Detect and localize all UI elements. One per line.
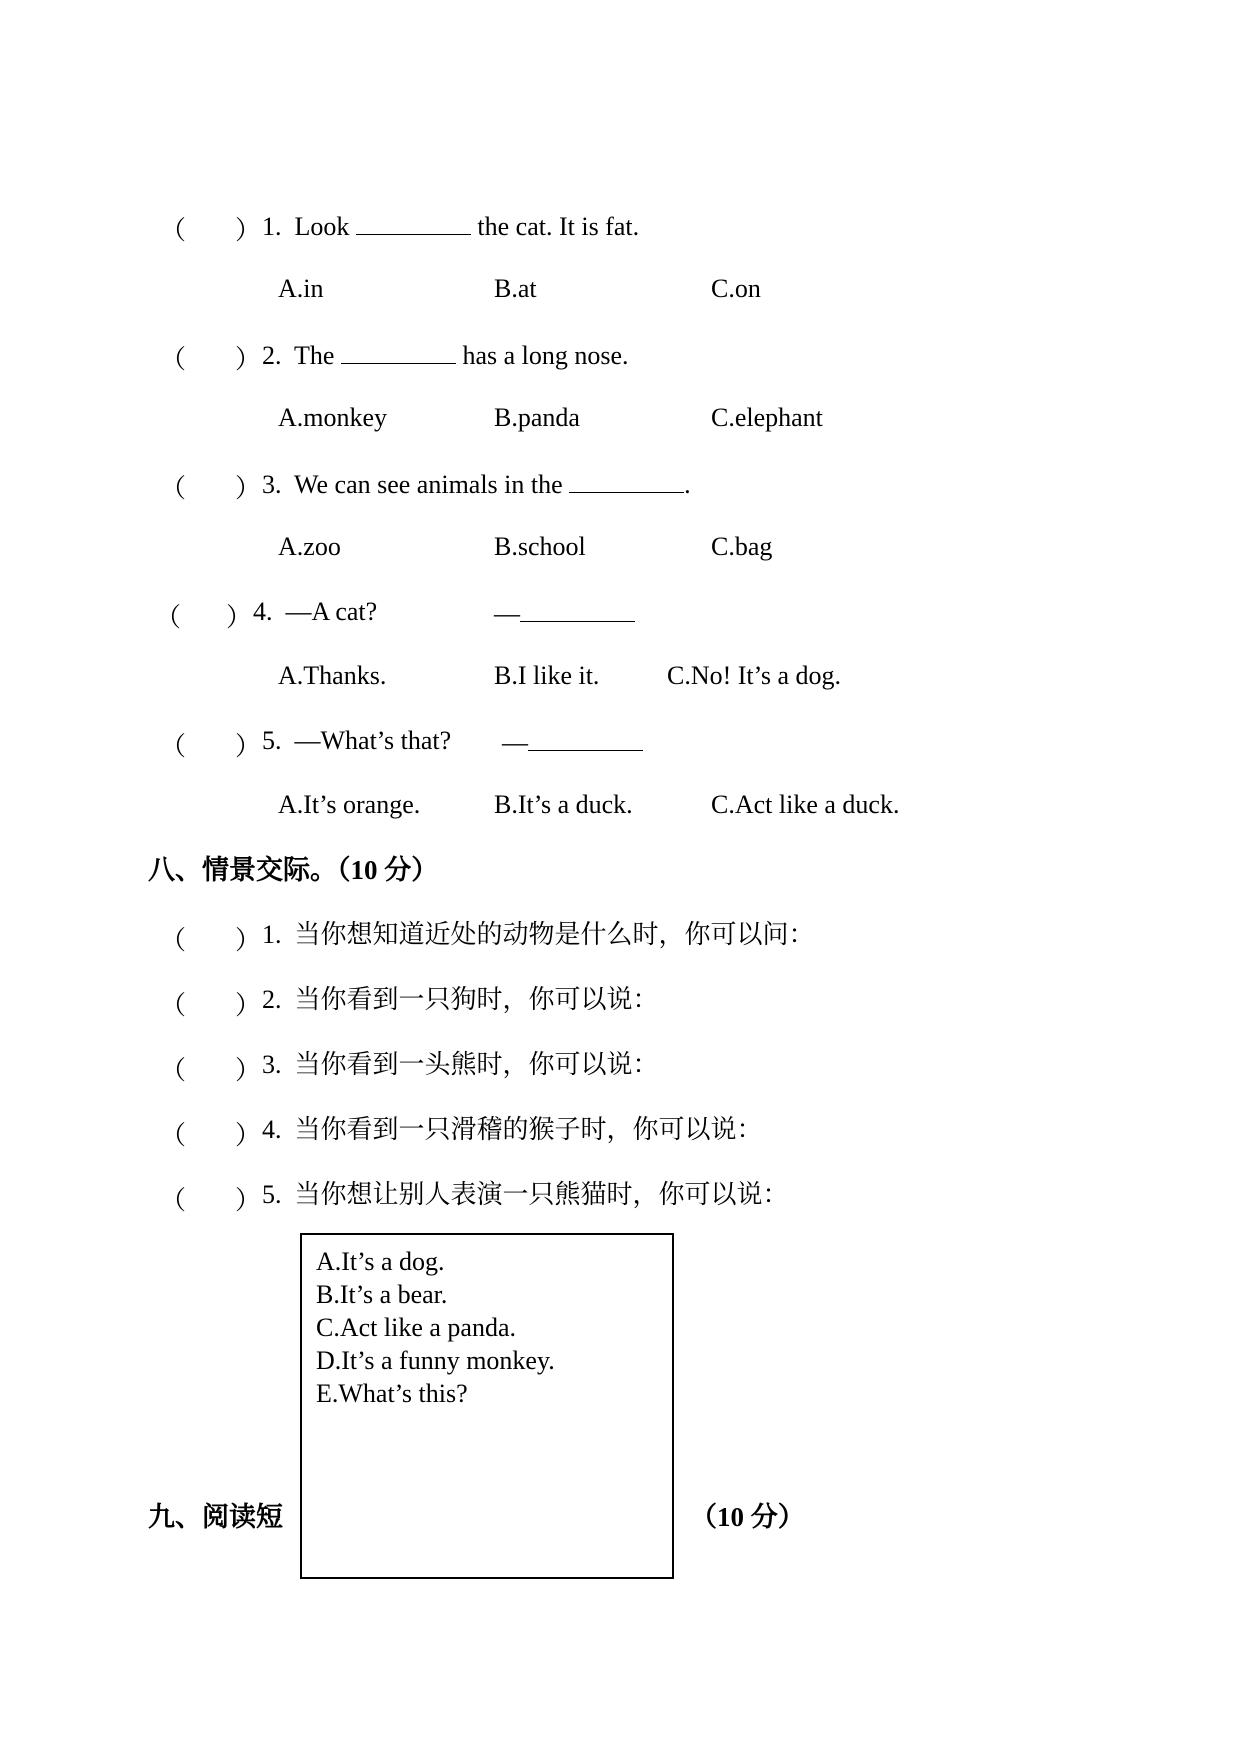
option-c: C.No! It’s a dog. (667, 661, 842, 690)
option-a: A.Thanks. (278, 661, 387, 690)
fill-blank[interactable] (341, 339, 456, 364)
question-text: —What’s that? (294, 726, 452, 755)
answer-paren-open: （ (160, 216, 187, 245)
dash: — (502, 728, 528, 757)
answer-paren-close: ） (235, 216, 262, 245)
answer-paren-close: ） (235, 732, 262, 761)
option-a: A.zoo (278, 532, 341, 561)
question-number: 2. (262, 985, 282, 1014)
answer-paren-open: （ (160, 732, 187, 761)
fill-blank[interactable] (528, 726, 643, 751)
answer-paren-open: （ (160, 345, 187, 374)
question-number: 1. (262, 920, 282, 949)
situation-4 (262, 1115, 763, 1145)
question-text: We can see animals in the (294, 470, 563, 499)
answer-paren-close: ） (235, 345, 262, 374)
option-b: B.school (494, 532, 586, 561)
section-9-heading: 九、阅读短 (148, 1502, 283, 1532)
box-option-b: B.It’s a bear. (316, 1280, 448, 1309)
option-b: B.I like it. (494, 661, 600, 690)
box-option-c: C.Act like a panda. (316, 1313, 516, 1342)
box-option-a: A.It’s a dog. (316, 1247, 445, 1276)
answer-paren-close: ） (226, 603, 253, 632)
question-text-tail: . (684, 470, 691, 499)
option-b: B.It’s a duck. (494, 790, 633, 819)
answer-paren-close: ） (235, 926, 262, 955)
situation-5 (262, 1180, 789, 1210)
question-text-tail: has a long nose. (455, 341, 629, 370)
dash: — (494, 599, 520, 628)
answer-paren-close: ） (235, 1186, 262, 1215)
answer-paren-open: （ (160, 474, 187, 503)
question-number: 4. (262, 1115, 282, 1144)
option-a: A.monkey (278, 403, 388, 432)
answer-paren-open: （ (155, 603, 182, 632)
fill-blank[interactable] (520, 597, 635, 622)
question-number: 3. (262, 1050, 282, 1079)
answer-line-5 (502, 726, 643, 758)
question-text: 当你想让别人表演一只熊猫时，你可以说： (294, 1180, 789, 1209)
question-text-tail: the cat. It is fat. (470, 212, 640, 241)
answer-paren-open: （ (160, 1056, 187, 1085)
question-3 (262, 468, 691, 500)
question-number: 2. (262, 341, 282, 370)
section-8-heading: 八、情景交际。（10 分） (148, 855, 439, 885)
question-text: 当你看到一只滑稽的猴子时，你可以说： (294, 1115, 763, 1144)
question-2 (262, 339, 629, 371)
question-text: 当你看到一只狗时，你可以说： (294, 985, 659, 1014)
answer-options-box (300, 1233, 674, 1579)
question-text: The (294, 341, 335, 370)
question-number: 4. (253, 597, 273, 626)
fill-blank[interactable] (569, 468, 684, 493)
answer-paren-close: ） (235, 1056, 262, 1085)
answer-paren-open: （ (160, 991, 187, 1020)
question-1 (262, 210, 639, 242)
answer-paren-open: （ (160, 1121, 187, 1150)
situation-2 (262, 985, 659, 1015)
question-number: 5. (262, 1180, 282, 1209)
question-number: 3. (262, 470, 282, 499)
answer-line-4 (494, 597, 635, 629)
box-option-d: D.It’s a funny monkey. (316, 1346, 555, 1375)
question-4 (253, 597, 377, 627)
option-b: B.at (494, 274, 537, 303)
option-c: C.bag (711, 532, 773, 561)
option-c: C.Act like a duck. (711, 790, 900, 819)
option-b: B.panda (494, 403, 580, 432)
question-text: 当你看到一头熊时，你可以说： (294, 1050, 659, 1079)
option-c: C.on (711, 274, 761, 303)
fill-blank[interactable] (356, 210, 471, 235)
option-c: C.elephant (711, 403, 823, 432)
answer-paren-close: ） (235, 1121, 262, 1150)
situation-3 (262, 1050, 659, 1080)
situation-1 (262, 920, 815, 950)
question-text: Look (294, 212, 350, 241)
question-number: 1. (262, 212, 282, 241)
question-number: 5. (262, 726, 282, 755)
option-a: A.It’s orange. (278, 790, 421, 819)
question-text: —A cat? (285, 597, 378, 626)
box-option-e: E.What’s this? (316, 1379, 468, 1408)
question-text: 当你想知道近处的动物是什么时，你可以问： (294, 920, 815, 949)
question-5 (262, 726, 451, 756)
section-9-score: （10 分） (690, 1502, 805, 1532)
answer-paren-close: ） (235, 991, 262, 1020)
answer-paren-open: （ (160, 1186, 187, 1215)
option-a: A.in (278, 274, 324, 303)
answer-paren-close: ） (235, 474, 262, 503)
answer-paren-open: （ (160, 926, 187, 955)
